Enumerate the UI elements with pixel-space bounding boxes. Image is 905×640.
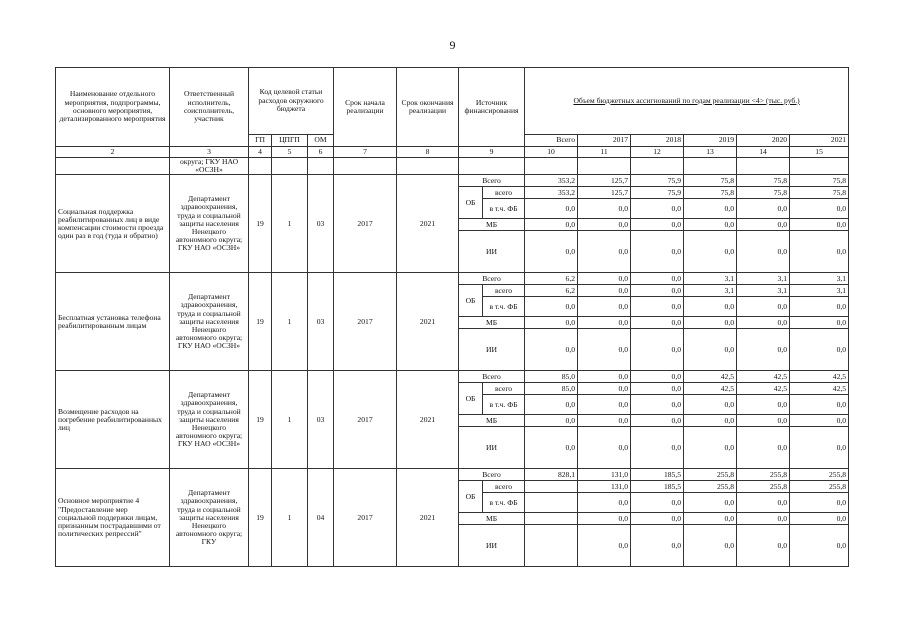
amount-cell (525, 513, 578, 525)
amount-cell: 0,0 (578, 427, 631, 469)
amount-cell: 0,0 (790, 199, 849, 219)
block-end: 2021 (397, 273, 459, 371)
amount-cell: 3,1 (684, 273, 737, 285)
source-mb-label: МБ (459, 513, 525, 525)
amount-cell: 0,0 (790, 427, 849, 469)
block-executor: Департамент здравоохранения, труда и социальной защиты населения Ненецкого автономного округа; ГКУ НАО «ОСЗН» (170, 371, 249, 469)
colnum: 12 (631, 147, 684, 158)
amount-cell: 85,0 (525, 371, 578, 383)
block-gp: 19 (249, 273, 272, 371)
source-vtch-fb-label: в т.ч. ФБ (483, 395, 525, 415)
amount-cell: 0,0 (631, 371, 684, 383)
amount-cell: 0,0 (737, 493, 790, 513)
colnum: 6 (308, 147, 334, 158)
block-end: 2021 (397, 175, 459, 273)
header-year-2020: 2020 (737, 135, 790, 147)
amount-cell: 0,0 (578, 329, 631, 371)
source-total-label: Всего (459, 273, 525, 285)
amount-cell (525, 525, 578, 567)
amount-cell: 0,0 (631, 273, 684, 285)
amount-cell: 0,0 (790, 231, 849, 273)
amount-cell: 185,5 (631, 481, 684, 493)
amount-cell: 353,2 (525, 175, 578, 187)
amount-cell: 0,0 (684, 317, 737, 329)
amount-cell: 0,0 (790, 395, 849, 415)
amount-cell: 828,1 (525, 469, 578, 481)
cont-name (56, 158, 170, 175)
amount-cell: 0,0 (737, 427, 790, 469)
amount-cell: 0,0 (578, 371, 631, 383)
amount-cell: 0,0 (737, 231, 790, 273)
amount-cell: 0,0 (525, 329, 578, 371)
header-year-2018: 2018 (631, 135, 684, 147)
amount-cell: 75,9 (631, 175, 684, 187)
amount-cell: 0,0 (790, 525, 849, 567)
amount-cell: 0,0 (737, 525, 790, 567)
colnum: 3 (170, 147, 249, 158)
amount-cell: 125,7 (578, 187, 631, 199)
amount-cell: 0,0 (737, 317, 790, 329)
colnum: 11 (578, 147, 631, 158)
block-ptgp: 1 (272, 469, 308, 567)
colnum: 8 (397, 147, 459, 158)
amount-cell: 0,0 (631, 199, 684, 219)
amount-cell: 0,0 (790, 415, 849, 427)
amount-cell: 255,8 (737, 469, 790, 481)
block-name: Возмещение расходов на погребение реабилитированных лиц (56, 371, 170, 469)
amount-cell: 0,0 (631, 317, 684, 329)
header-total: Всего (525, 135, 578, 147)
table-body (56, 175, 849, 567)
header-year-2017: 2017 (578, 135, 631, 147)
amount-cell: 42,5 (790, 371, 849, 383)
source-ii-label: ИИ (459, 525, 525, 567)
amount-cell: 0,0 (631, 219, 684, 231)
amount-cell: 85,0 (525, 383, 578, 395)
block-name: Основное мероприятие 4 "Предоставление мер социальной поддержки лицам, признанным пострадавшими от политических репрессий" (56, 469, 170, 567)
colnum: 4 (249, 147, 272, 158)
amount-cell: 0,0 (684, 297, 737, 317)
source-ii-label: ИИ (459, 427, 525, 469)
amount-cell (525, 481, 578, 493)
budget-table (55, 67, 849, 567)
amount-cell: 255,8 (684, 481, 737, 493)
amount-cell: 0,0 (525, 317, 578, 329)
amount-cell: 0,0 (631, 285, 684, 297)
source-vsego-label: всего (483, 481, 525, 493)
amount-cell: 255,8 (737, 481, 790, 493)
source-vsego-label: всего (483, 187, 525, 199)
amount-cell: 0,0 (578, 219, 631, 231)
amount-cell: 42,5 (790, 383, 849, 395)
amount-cell: 42,5 (737, 371, 790, 383)
amount-cell: 0,0 (684, 525, 737, 567)
amount-cell: 0,0 (631, 513, 684, 525)
colnum: 5 (272, 147, 308, 158)
table-row (56, 273, 849, 285)
amount-cell: 75,8 (737, 187, 790, 199)
amount-cell: 75,8 (790, 187, 849, 199)
source-vtch-fb-label: в т.ч. ФБ (483, 199, 525, 219)
amount-cell: 0,0 (631, 395, 684, 415)
block-start: 2017 (334, 175, 397, 273)
amount-cell: 0,0 (684, 395, 737, 415)
source-total-label: Всего (459, 175, 525, 187)
amount-cell: 42,5 (684, 371, 737, 383)
amount-cell: 75,8 (790, 175, 849, 187)
source-ob-label: ОБ (459, 187, 483, 219)
source-total-label: Всего (459, 469, 525, 481)
block-end: 2021 (397, 469, 459, 567)
amount-cell: 0,0 (525, 199, 578, 219)
amount-cell: 0,0 (631, 383, 684, 395)
cont-executor: округа; ГКУ НАО «ОСЗН» (170, 158, 249, 175)
colnum: 2 (56, 147, 170, 158)
amount-cell: 0,0 (684, 513, 737, 525)
amount-cell: 0,0 (631, 525, 684, 567)
block-ptgp: 1 (272, 175, 308, 273)
source-ob-label: ОБ (459, 285, 483, 317)
amount-cell: 0,0 (578, 199, 631, 219)
amount-cell: 6,2 (525, 285, 578, 297)
colnum: 7 (334, 147, 397, 158)
amount-cell: 255,8 (684, 469, 737, 481)
block-om: 03 (308, 175, 334, 273)
amount-cell: 0,0 (525, 395, 578, 415)
block-start: 2017 (334, 371, 397, 469)
header-executor: Ответственный исполнитель, соисполнитель, участник (170, 68, 249, 147)
colnum: 9 (459, 147, 525, 158)
source-vtch-fb-label: в т.ч. ФБ (483, 297, 525, 317)
amount-cell: 0,0 (525, 297, 578, 317)
amount-cell: 3,1 (790, 273, 849, 285)
source-total-label: Всего (459, 371, 525, 383)
amount-cell: 75,9 (631, 187, 684, 199)
header-code: Код целевой статьи расходов окружного бюджета (249, 68, 334, 135)
amount-cell: 0,0 (684, 219, 737, 231)
source-ii-label: ИИ (459, 329, 525, 371)
block-executor: Департамент здравоохранения, труда и социальной защиты населения Ненецкого автономного округа; ГКУ НАО «ОСЗН» (170, 273, 249, 371)
header-start: Срок начала реализации (334, 68, 397, 147)
amount-cell: 0,0 (578, 513, 631, 525)
amount-cell: 0,0 (790, 513, 849, 525)
table-row (56, 469, 849, 481)
amount-cell: 0,0 (684, 493, 737, 513)
amount-cell: 0,0 (684, 199, 737, 219)
colnum: 14 (737, 147, 790, 158)
header-volume: Объем бюджетных ассигнований по годам реализации <4> (тыс. руб.) (525, 68, 849, 135)
header-year-2021: 2021 (790, 135, 849, 147)
amount-cell: 0,0 (737, 219, 790, 231)
amount-cell: 255,8 (790, 469, 849, 481)
amount-cell: 0,0 (790, 219, 849, 231)
block-ptgp: 1 (272, 371, 308, 469)
amount-cell: 0,0 (737, 329, 790, 371)
amount-cell: 0,0 (525, 415, 578, 427)
amount-cell: 131,0 (578, 469, 631, 481)
amount-cell: 3,1 (737, 285, 790, 297)
amount-cell: 0,0 (737, 297, 790, 317)
amount-cell: 0,0 (578, 231, 631, 273)
amount-cell: 3,1 (737, 273, 790, 285)
colnum: 10 (525, 147, 578, 158)
block-start: 2017 (334, 469, 397, 567)
amount-cell: 0,0 (631, 415, 684, 427)
source-ii-label: ИИ (459, 231, 525, 273)
amount-cell: 75,8 (737, 175, 790, 187)
source-vsego-label: всего (483, 383, 525, 395)
amount-cell: 0,0 (525, 231, 578, 273)
amount-cell: 0,0 (578, 297, 631, 317)
amount-cell: 75,8 (684, 187, 737, 199)
source-mb-label: МБ (459, 415, 525, 427)
amount-cell: 0,0 (578, 383, 631, 395)
amount-cell: 0,0 (790, 329, 849, 371)
amount-cell: 0,0 (737, 513, 790, 525)
source-ob-label: ОБ (459, 383, 483, 415)
header-ptgp: ЦПГП (272, 135, 308, 147)
amount-cell: 0,0 (578, 317, 631, 329)
amount-cell: 0,0 (578, 415, 631, 427)
amount-cell: 6,2 (525, 273, 578, 285)
block-start: 2017 (334, 273, 397, 371)
header-end: Срок окончания реализации (397, 68, 459, 147)
amount-cell: 0,0 (578, 525, 631, 567)
block-executor: Департамент здравоохранения, труда и социальной защиты населения Ненецкого автономного округа; ГКУ (170, 469, 249, 567)
page-number: 9 (449, 38, 456, 52)
block-gp: 19 (249, 469, 272, 567)
block-executor: Департамент здравоохранения, труда и социальной защиты населения Ненецкого автономного округа; ГКУ НАО «ОСЗН» (170, 175, 249, 273)
block-ptgp: 1 (272, 273, 308, 371)
header-gp: ГП (249, 135, 272, 147)
source-vtch-fb-label: в т.ч. ФБ (483, 493, 525, 513)
block-gp: 19 (249, 175, 272, 273)
block-name: Бесплатная установка телефона реабилитированным лицам (56, 273, 170, 371)
source-mb-label: МБ (459, 317, 525, 329)
colnum: 15 (790, 147, 849, 158)
colnum: 13 (684, 147, 737, 158)
amount-cell: 255,8 (790, 481, 849, 493)
amount-cell: 0,0 (525, 427, 578, 469)
source-mb-label: МБ (459, 219, 525, 231)
table-row (56, 175, 849, 187)
amount-cell: 0,0 (578, 395, 631, 415)
amount-cell: 0,0 (684, 329, 737, 371)
amount-cell: 0,0 (578, 493, 631, 513)
amount-cell: 131,0 (578, 481, 631, 493)
header-name: Наименование отдельного мероприятия, подпрограммы, основного мероприятия, детализированного мероприятия (56, 68, 170, 147)
amount-cell: 0,0 (684, 231, 737, 273)
amount-cell: 0,0 (631, 231, 684, 273)
source-ob-label: ОБ (459, 481, 483, 513)
amount-cell (525, 493, 578, 513)
amount-cell: 0,0 (790, 493, 849, 513)
amount-cell: 3,1 (790, 285, 849, 297)
amount-cell: 0,0 (737, 395, 790, 415)
header-source: Источник финансирования (459, 68, 525, 147)
table-row (56, 371, 849, 383)
amount-cell: 0,0 (684, 427, 737, 469)
block-name: Социальная поддержка реабилитированных лиц в виде компенсации стоимости проезда один раз в год (туда и обратно) (56, 175, 170, 273)
amount-cell: 0,0 (790, 317, 849, 329)
amount-cell: 125,7 (578, 175, 631, 187)
amount-cell: 0,0 (631, 427, 684, 469)
amount-cell: 0,0 (578, 273, 631, 285)
amount-cell: 0,0 (684, 415, 737, 427)
block-om: 04 (308, 469, 334, 567)
amount-cell: 0,0 (737, 415, 790, 427)
amount-cell: 353,2 (525, 187, 578, 199)
amount-cell: 0,0 (631, 329, 684, 371)
amount-cell: 0,0 (525, 219, 578, 231)
header-year-2019: 2019 (684, 135, 737, 147)
amount-cell: 0,0 (790, 297, 849, 317)
amount-cell: 0,0 (631, 493, 684, 513)
amount-cell: 185,5 (631, 469, 684, 481)
amount-cell: 0,0 (737, 199, 790, 219)
block-om: 03 (308, 273, 334, 371)
amount-cell: 42,5 (737, 383, 790, 395)
block-end: 2021 (397, 371, 459, 469)
amount-cell: 42,5 (684, 383, 737, 395)
amount-cell: 0,0 (631, 297, 684, 317)
amount-cell: 3,1 (684, 285, 737, 297)
source-vsego-label: всего (483, 285, 525, 297)
block-gp: 19 (249, 371, 272, 469)
block-om: 03 (308, 371, 334, 469)
header-om: ОМ (308, 135, 334, 147)
amount-cell: 0,0 (578, 285, 631, 297)
amount-cell: 75,8 (684, 175, 737, 187)
